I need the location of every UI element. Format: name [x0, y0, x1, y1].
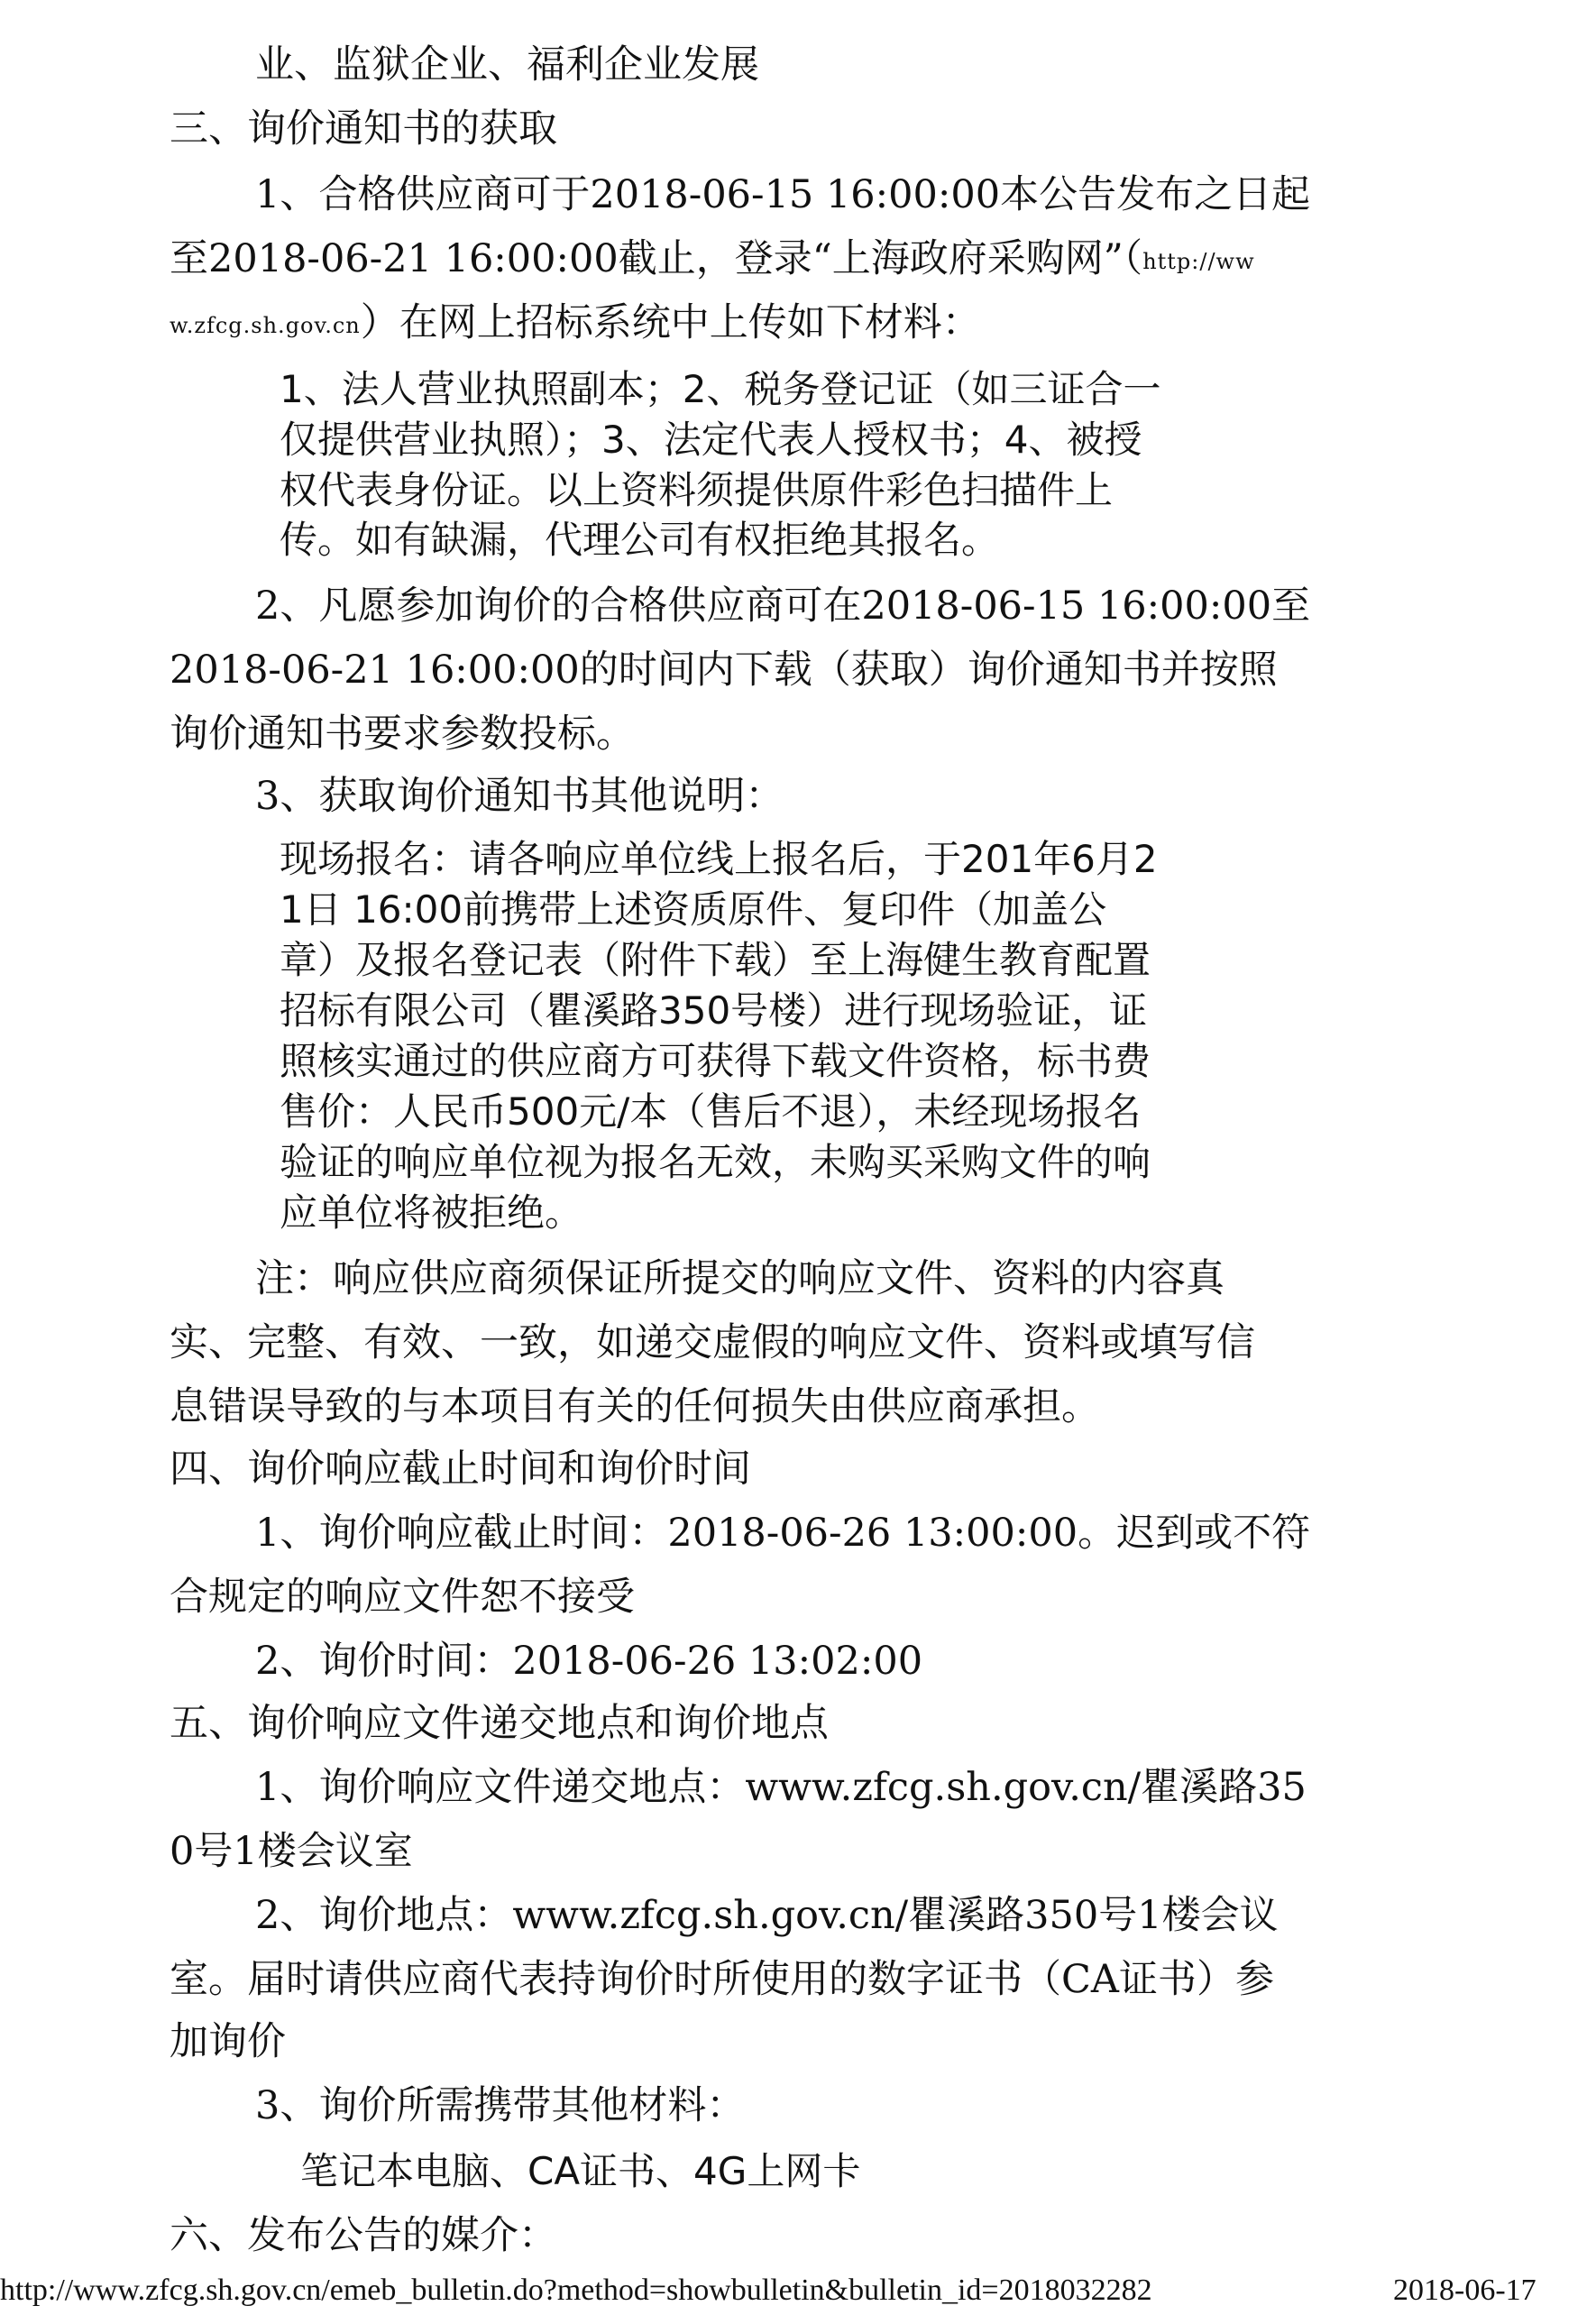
- text-line: [170, 298, 981, 351]
- text-line: 验证的响应单位视为报名无效，未购买采购文件的响: [280, 1140, 1151, 1184]
- text-line: 3、询价所需携带其他材料：: [255, 2083, 746, 2128]
- section-heading: 四、询价响应截止时间和询价时间: [170, 1447, 751, 1492]
- text-line: 3、获取询价通知书其他说明：: [255, 774, 784, 819]
- text-line: 加询价: [170, 2019, 286, 2064]
- text-line: 现场报名：请各响应单位线上报名后，于201年6月2: [280, 837, 1158, 881]
- text-line: 照核实通过的供应商方可获得下载文件资格，标书费: [280, 1039, 1151, 1083]
- text-line: 仅提供营业执照）；3、法定代表人授权书；4、被授: [280, 418, 1142, 462]
- text-line: 实、完整、有效、一致，如递交虚假的响应文件、资料或填写信: [170, 1320, 1255, 1365]
- text-line: 1、法人营业执照副本；2、税务登记证（如三证合一: [280, 367, 1161, 411]
- text-line: 1、询价响应文件递交地点：www.zfcg.sh.gov.cn/瞿溪路35: [255, 1765, 1307, 1810]
- text-line: 2、询价地点：www.zfcg.sh.gov.cn/瞿溪路350号1楼会议: [255, 1893, 1279, 1938]
- section-heading: 三、询价通知书的获取: [170, 106, 557, 152]
- text-line: 室。届时请供应商代表持询价时所使用的数字证书（CA证书）参: [170, 1957, 1274, 2002]
- website-link[interactable]: w.zfcg.sh.gov.cn: [170, 313, 361, 338]
- section-heading: 五、询价响应文件递交地点和询价地点: [170, 1701, 829, 1746]
- text-line: 2、凡愿参加询价的合格供应商可在2018-06-15 16:00:00至: [255, 583, 1311, 629]
- text-line: 应单位将被拒绝。: [280, 1190, 583, 1235]
- footer-url[interactable]: http://www.zfcg.sh.gov.cn/emeb_bulletin.do?method=showbulletin&bulletin_id=2018032282: [0, 2274, 1152, 2307]
- section-heading: 六、发布公告的媒介：: [170, 2213, 557, 2258]
- text-line: 询价通知书要求参数投标。: [170, 712, 635, 757]
- note-line: 注：响应供应商须保证所提交的响应文件、资料的内容真: [255, 1256, 1225, 1301]
- text-line: 0号1楼会议室: [170, 1829, 413, 1874]
- text-line: 合规定的响应文件恕不接受: [170, 1575, 635, 1620]
- text-line: 售价：人民币500元/本（售后不退），未经现场报名: [280, 1089, 1142, 1134]
- text-line: 1日 16:00前携带上述资质原件、复印件（加盖公: [280, 887, 1107, 932]
- website-link[interactable]: http://ww: [1142, 249, 1255, 274]
- footer-date: 2018-06-17: [1393, 2274, 1536, 2307]
- text-line: 2018-06-21 16:00:00的时间内下载（获取）询价通知书并按照: [170, 648, 1278, 693]
- text-span: ）在网上招标系统中上传如下材料：: [360, 300, 981, 345]
- text-line: 笔记本电脑、CA证书、4G上网卡: [300, 2149, 861, 2193]
- text-line: 1、合格供应商可于2018-06-15 16:00:00本公告发布之日起: [255, 172, 1311, 217]
- text-line: 1、询价响应截止时间：2018-06-26 13:00:00。迟到或不符: [255, 1511, 1311, 1556]
- text-span: 至2018-06-21 16:00:00截止，登录“上海政府采购网”（: [170, 236, 1143, 281]
- text-line: 息错误导致的与本项目有关的任何损失由供应商承担。: [170, 1384, 1100, 1429]
- text-line: 招标有限公司（瞿溪路350号楼）进行现场验证，证: [280, 988, 1148, 1033]
- text-line: 2、询价时间：2018-06-26 13:02:00: [255, 1639, 923, 1684]
- text-line: 权代表身份证。以上资料须提供原件彩色扫描件上: [280, 468, 1114, 512]
- text-line: [170, 234, 1255, 287]
- text-line: 章）及报名登记表（附件下载）至上海健生教育配置: [280, 938, 1151, 982]
- text-line: 传。如有缺漏，代理公司有权拒绝其报名。: [280, 518, 1000, 562]
- text-line: 业、监狱企业、福利企业发展: [255, 42, 759, 87]
